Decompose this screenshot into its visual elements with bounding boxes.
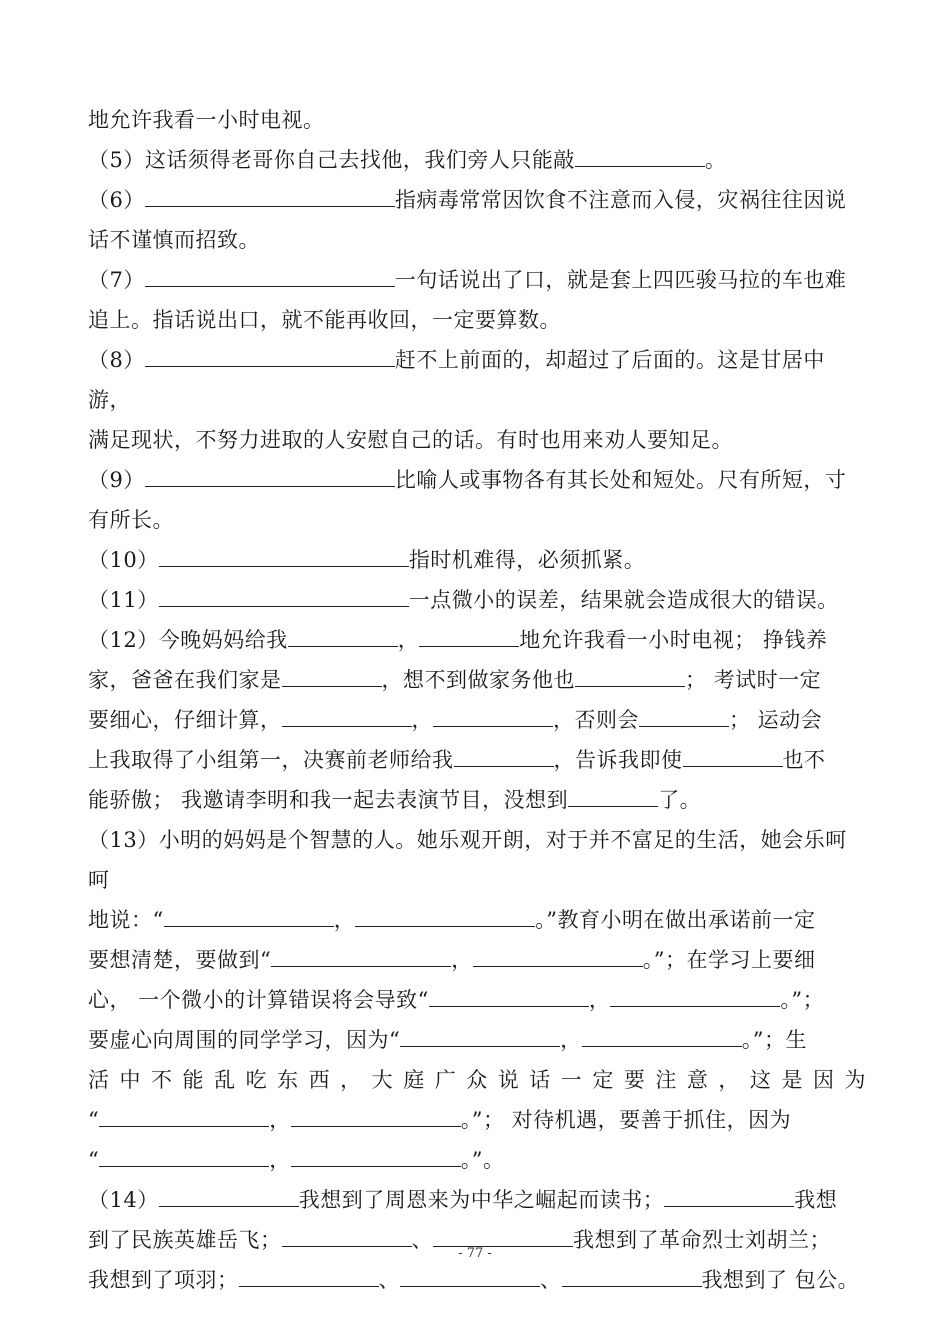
answer-blank[interactable] <box>419 624 519 647</box>
text-line: 有所长。 <box>88 508 174 532</box>
answer-blank[interactable] <box>99 1144 269 1167</box>
answer-blank[interactable] <box>562 1264 702 1287</box>
answer-blank[interactable] <box>664 1184 794 1207</box>
answer-blank[interactable] <box>288 624 398 647</box>
answer-blank[interactable] <box>239 1264 379 1287</box>
answer-blank[interactable] <box>164 904 334 927</box>
text-line: 要细心，仔细计算， ， ，否则会 ； 运动会 <box>88 700 866 740</box>
question-8: （8） 赶不上前面的，却超过了后面的。这是甘居中游， <box>88 340 866 420</box>
text-line: 要虚心向周围的同学学习，因为“ ， 。”；生 <box>88 1020 866 1060</box>
answer-blank[interactable] <box>568 784 658 807</box>
answer-blank[interactable] <box>683 744 783 767</box>
text-line: 满足现状，不努力进取的人安慰自己的话。有时也用来劝人要知足。 <box>88 428 733 452</box>
text-line: “ ， 。”； 对待机遇，要善于抓住，因为 <box>88 1100 866 1140</box>
answer-blank[interactable] <box>282 664 382 687</box>
text-line: 家，爸爸在我们家是 ，想不到做家务他也 ； 考试时一定 <box>88 660 866 700</box>
answer-blank[interactable] <box>291 1104 461 1127</box>
answer-blank[interactable] <box>291 1144 461 1167</box>
question-11: （11） 一点微小的误差，结果就会造成很大的错误。 <box>88 580 866 620</box>
text-line: 到了民族英雄岳飞； 、 我想到了革命烈士刘胡兰； <box>88 1220 866 1260</box>
question-10: （10） 指时机难得，必须抓紧。 <box>88 540 866 580</box>
answer-blank[interactable] <box>400 1024 560 1047</box>
question-13: （13）小明的妈妈是个智慧的人。她乐观开朗，对于并不富足的生活，她会乐呵呵 <box>88 828 847 892</box>
answer-blank[interactable] <box>99 1104 269 1127</box>
answer-blank[interactable] <box>473 944 643 967</box>
answer-blank[interactable] <box>159 1184 299 1207</box>
answer-blank[interactable] <box>429 984 589 1007</box>
answer-blank[interactable] <box>145 464 395 487</box>
answer-blank[interactable] <box>433 1224 573 1247</box>
page-number: - 77 - <box>458 1246 492 1261</box>
answer-blank[interactable] <box>282 704 412 727</box>
text-line: 心， 一个微小的计算错误将会导致“ ， 。”； <box>88 980 866 1020</box>
question-9: （9） 比喻人或事物各有其长处和短处。尺有所短，寸 <box>88 460 866 500</box>
text-line: 地允许我看一小时电视。 <box>88 108 325 132</box>
answer-blank[interactable] <box>282 1224 412 1247</box>
answer-blank[interactable] <box>575 144 705 167</box>
text-line: 地说：“ ， 。”教育小明在做出承诺前一定 <box>88 900 866 940</box>
text-line: “ ， 。”。 <box>88 1140 866 1180</box>
question-6: （6） 指病毒常常因饮食不注意而入侵，灾祸往往因说 <box>88 180 866 220</box>
answer-blank[interactable] <box>145 184 395 207</box>
question-5: （5）这话须得老哥你自己去找他，我们旁人只能敲 。 <box>88 140 866 180</box>
answer-blank[interactable] <box>159 584 409 607</box>
text-line: 能骄傲； 我邀请李明和我一起去表演节目，没想到 了。 <box>88 780 866 820</box>
answer-blank[interactable] <box>400 1264 540 1287</box>
answer-blank[interactable] <box>454 744 554 767</box>
text-line: 上我取得了小组第一，决赛前老师给我 ，告诉我即使 也不 <box>88 740 866 780</box>
text-line: 我想到了项羽； 、 、 我想到了 包公。 <box>88 1260 866 1300</box>
answer-blank[interactable] <box>145 264 395 287</box>
answer-blank[interactable] <box>582 1024 742 1047</box>
answer-blank[interactable] <box>575 664 685 687</box>
question-7: （7） 一句话说出了口，就是套上四匹骏马拉的车也难 <box>88 260 866 300</box>
answer-blank[interactable] <box>355 904 535 927</box>
answer-blank[interactable] <box>433 704 553 727</box>
answer-blank[interactable] <box>145 344 395 367</box>
text-line: 要想清楚，要做到“ ， 。”；在学习上要细 <box>88 940 866 980</box>
answer-blank[interactable] <box>639 704 729 727</box>
question-12: （12）今晚妈妈给我 ， 地允许我看一小时电视； 挣钱养 <box>88 620 866 660</box>
text-line: 活中不能乱吃东西，大庭广众说话一定要注意，这是因为 <box>88 1068 866 1092</box>
answer-blank[interactable] <box>271 944 451 967</box>
answer-blank[interactable] <box>610 984 780 1007</box>
text-line: 追上。指话说出口，就不能再收回，一定要算数。 <box>88 308 561 332</box>
exercise-text <box>88 100 866 1300</box>
text-line: 话不谨慎而招致。 <box>88 228 260 252</box>
answer-blank[interactable] <box>159 544 409 567</box>
question-14: （14） 我想到了周恩来为中华之崛起而读书； 我想 <box>88 1180 866 1220</box>
